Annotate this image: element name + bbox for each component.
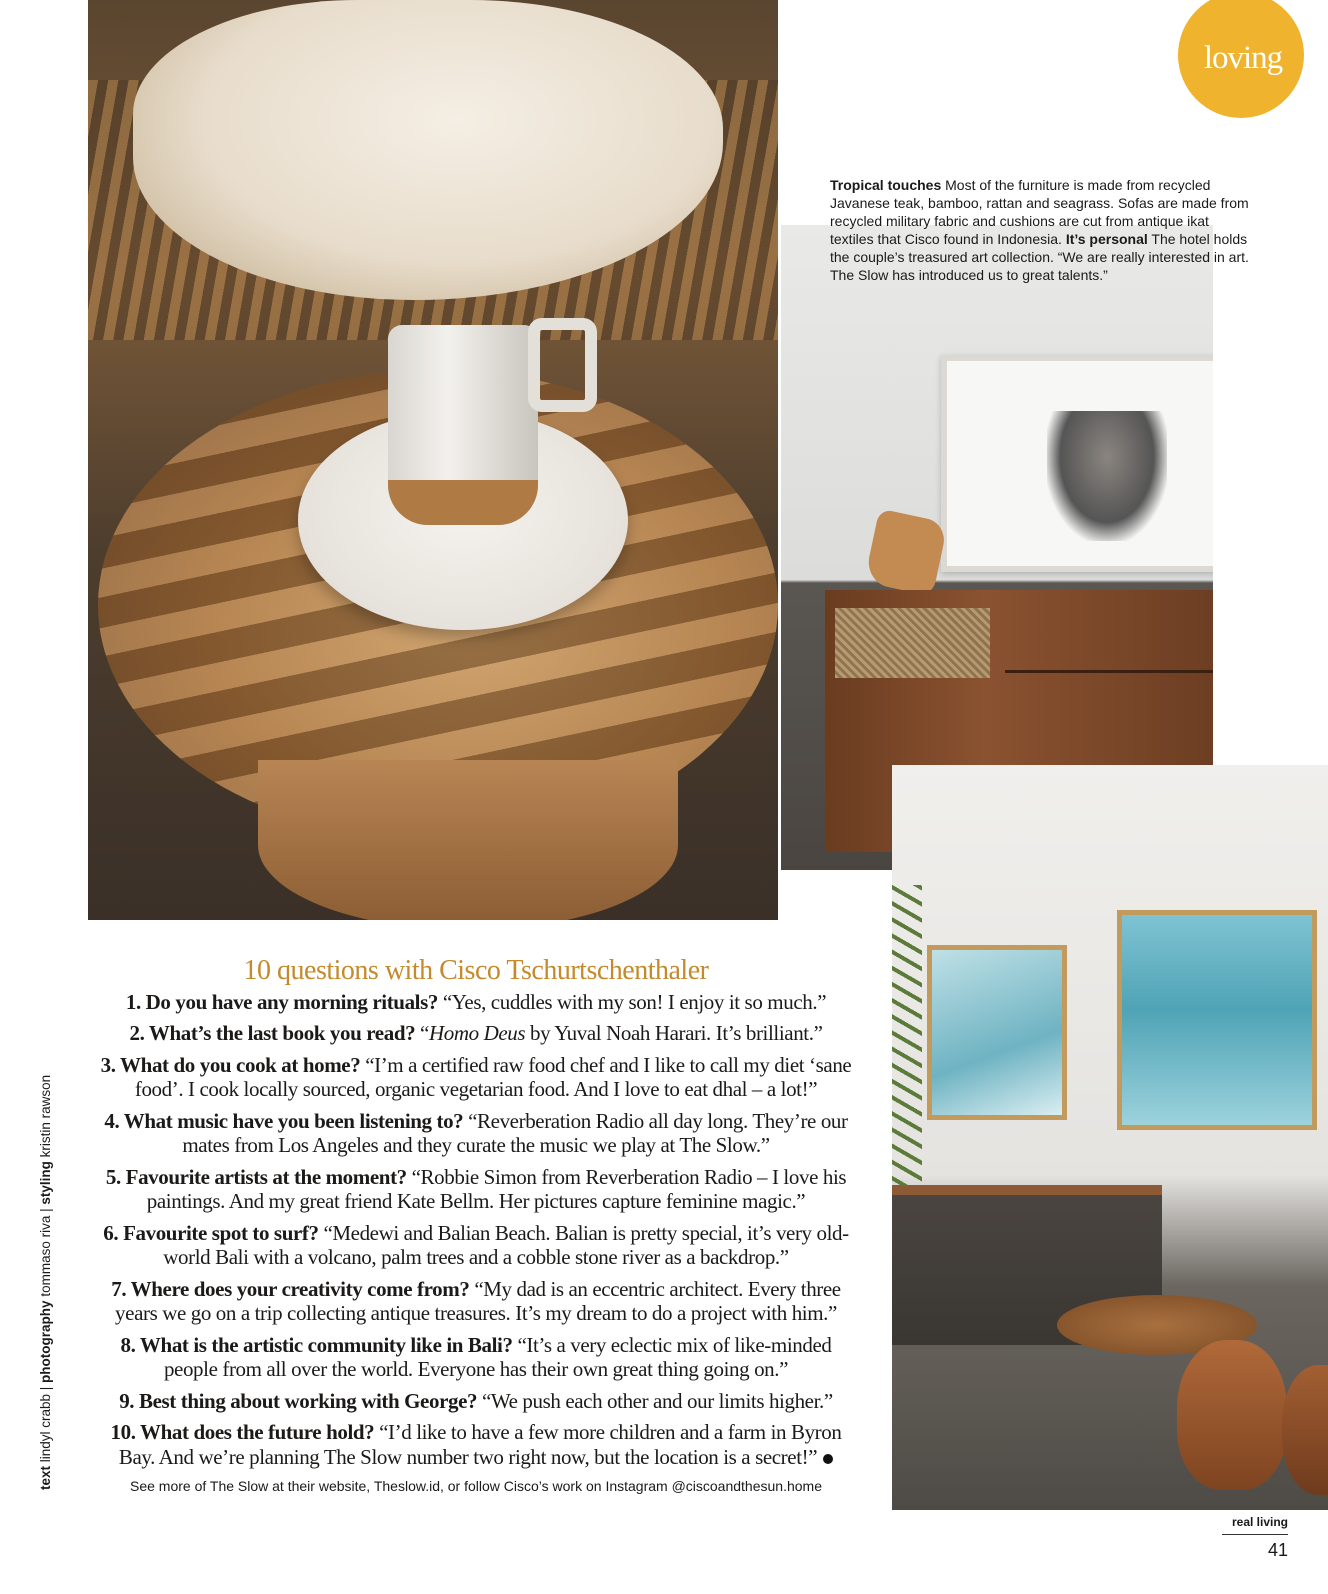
- question: 7. Where does your creativity come from?: [111, 1276, 470, 1301]
- caption-heading-personal: It’s personal: [1065, 231, 1148, 247]
- caption-text-tropical: Most of the furniture is made from recycled Javanese teak, bamboo, rattan and seagrass. Sofas are made from recycled military fabric and cushions are cut from antique ikat textiles that Cisco found in Indonesia.: [830, 177, 1249, 247]
- question: 10. What does the future hold?: [110, 1420, 375, 1445]
- answer: “Medewi and Balian Beach. Balian is pretty special, it’s very old-world Bali with a volcano, palm trees and a cobble stone river as a backdrop.”: [163, 1220, 849, 1270]
- answer: “I’d like to have a few more children and a farm in Byron Bay. And we’re planning The Slow number two right now, but the location is a secret!”: [118, 1420, 842, 1469]
- qa-item-4: [96, 1109, 856, 1158]
- answer: “We push each other and our limits higher.”: [477, 1388, 833, 1413]
- question: 4. What music have you been listening to?: [104, 1108, 464, 1133]
- question: 1. Do you have any morning rituals?: [125, 990, 438, 1014]
- credit-text-label: text: [38, 1465, 53, 1490]
- qa-item-1: [96, 990, 856, 1015]
- answer: “Yes, cuddles with my son! I enjoy it so much.”: [437, 990, 827, 1014]
- footer-divider: [1222, 1534, 1288, 1535]
- end-mark-icon: [823, 1454, 833, 1464]
- question: 5. Favourite artists at the moment?: [105, 1164, 407, 1189]
- book-title: Homo Deus: [428, 1021, 526, 1046]
- section-badge: [1178, 0, 1304, 118]
- question: 9. Best thing about working with George?: [119, 1388, 478, 1413]
- photo-caption: [830, 176, 1250, 284]
- section-badge-label: loving: [1203, 39, 1283, 76]
- answer: “My dad is an eccentric architect. Every three years we go on a trip collecting antique treasures. It’s my dream to do a project with him.”: [115, 1276, 841, 1326]
- answer: “Robbie Simon from Reverberation Radio – I love his paintings. And my great friend Kate Bellm. Her pictures capture feminine magic.”: [146, 1164, 847, 1214]
- photo-lounge: [892, 765, 1328, 1510]
- qa-item-10: [96, 1420, 856, 1469]
- credit-photo-name: tommaso riva |: [38, 1204, 53, 1301]
- answer: “It’s a very eclectic mix of like-minded people from all over the world. Everyone has their own great thing going on.”: [163, 1332, 832, 1382]
- see-more-note: See more of The Slow at their website, Theslow.id, or follow Cisco’s work on Instagram @ciscoandthesun.home: [130, 1478, 822, 1494]
- answer: “I’m a certified raw food chef and I like to call my diet ‘sane food’. I cook locally sourced, organic vegetarian food. And I love to eat dhal – a lot!”: [134, 1052, 852, 1102]
- answer-open: “: [415, 1021, 429, 1046]
- qa-list: [96, 990, 856, 1476]
- page-number: 41: [1267, 1540, 1288, 1560]
- qa-item-2: [96, 1021, 856, 1046]
- answer: “Reverberation Radio all day long. They’re our mates from Los Angeles and they curate the music we play at The Slow.”: [182, 1108, 848, 1158]
- qa-item-6: [96, 1221, 856, 1270]
- credit-styling-name: kristin rawson: [38, 1074, 53, 1162]
- credit-photo-label: photography: [38, 1300, 53, 1383]
- caption-text-personal: The hotel holds the couple’s treasured art collection. “We are really interested in art. The Slow has introduced us to great talents.”: [830, 231, 1249, 283]
- question: 6. Favourite spot to surf?: [103, 1220, 319, 1245]
- qa-item-9: [96, 1389, 856, 1414]
- credit-text-name: lindyl crabb |: [38, 1382, 53, 1466]
- qa-item-5: [96, 1165, 856, 1214]
- qa-item-8: [96, 1333, 856, 1382]
- credit-styling-label: styling: [38, 1161, 53, 1205]
- question: 8. What is the artistic community like in Bali?: [120, 1332, 513, 1357]
- qa-title: 10 questions with Cisco Tschurtschenthaler: [243, 955, 709, 986]
- answer: by Yuval Noah Harari. It’s brilliant.”: [525, 1021, 823, 1046]
- caption-heading-tropical: Tropical touches: [830, 177, 942, 193]
- magazine-brand: real living: [1231, 1515, 1288, 1529]
- qa-item-3: [96, 1053, 856, 1102]
- qa-item-7: [96, 1277, 856, 1326]
- question: 3. What do you cook at home?: [100, 1052, 361, 1077]
- credits: [38, 1075, 53, 1490]
- photo-stool-with-cup: [88, 0, 778, 920]
- question: 2. What’s the last book you read?: [129, 1021, 416, 1046]
